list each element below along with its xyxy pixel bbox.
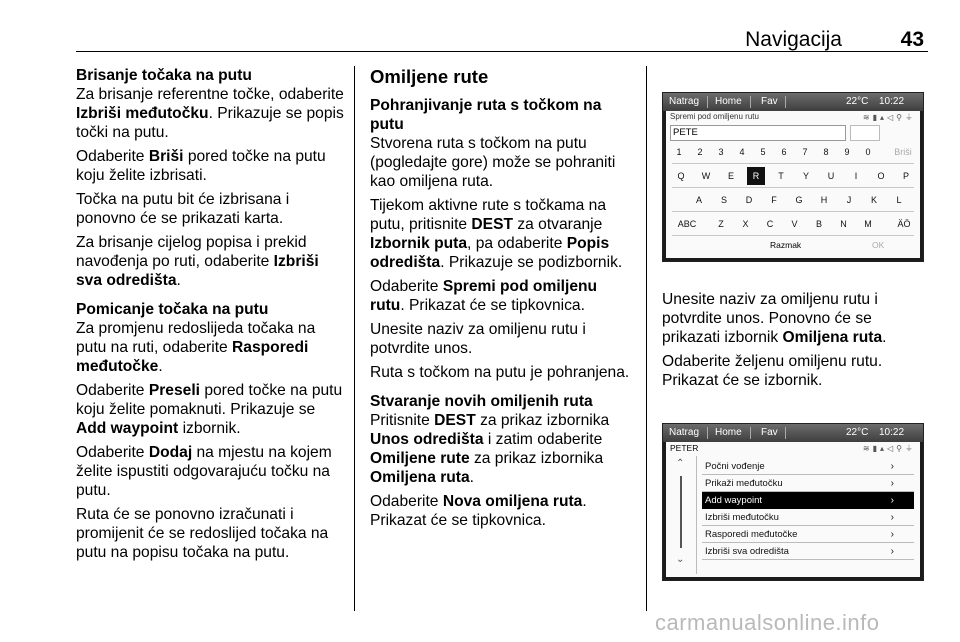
chevron-right-icon: › bbox=[890, 495, 894, 506]
status-bar bbox=[663, 424, 923, 442]
key-d[interactable]: D bbox=[745, 195, 753, 205]
route-menu-item[interactable] bbox=[702, 475, 914, 492]
key-z[interactable]: Z bbox=[718, 219, 724, 229]
key-g[interactable]: G bbox=[795, 195, 803, 205]
column-divider-1 bbox=[354, 66, 355, 611]
home-tab[interactable]: Home bbox=[715, 427, 742, 438]
route-menu-item-label: Rasporedi međutočke bbox=[705, 529, 798, 540]
paragraph: Odaberite željenu omiljenu rutu. Prikazat će se izbornik. bbox=[662, 353, 883, 389]
delete-key[interactable]: Briši bbox=[894, 147, 912, 157]
special-chars-key[interactable]: ÄÖ bbox=[897, 219, 911, 229]
status-bar bbox=[663, 93, 923, 111]
name-input[interactable]: PETE bbox=[670, 125, 846, 141]
key-1[interactable]: 1 bbox=[676, 147, 682, 157]
key-x[interactable]: X bbox=[742, 219, 749, 229]
heading-move-waypoints: Pomicanje točaka na putu bbox=[76, 301, 269, 318]
ok-key[interactable]: OK bbox=[872, 240, 885, 250]
temperature: 22°C bbox=[846, 96, 869, 107]
column-left bbox=[76, 66, 344, 567]
screenshot-keyboard bbox=[662, 92, 924, 262]
key-o[interactable]: O bbox=[877, 171, 885, 181]
scrollbar[interactable] bbox=[680, 476, 682, 548]
paragraph: Odaberite Preseli pored točke na putu koju želite pomaknuti. Prikazuje se Add waypoint izbornik. bbox=[76, 382, 343, 437]
paragraph: Za brisanje referentne točke, odaberite Izbriši međutočku. Prikazuje se popis točki na putu. bbox=[76, 86, 344, 141]
paragraph: Odaberite Dodaj na mjestu na kojem želite ispustiti odgovarajuću točku na putu. bbox=[76, 444, 332, 499]
route-menu-item-label: Izbriši sva odredišta bbox=[705, 546, 789, 557]
keyboard-row-asdf bbox=[666, 191, 920, 213]
page-header bbox=[76, 26, 928, 52]
heading-create-route: Stvaranje novih omiljenih ruta bbox=[370, 393, 593, 410]
key-u[interactable]: U bbox=[827, 171, 835, 181]
fav-tab[interactable]: Fav bbox=[761, 96, 778, 107]
screen-subtitle: Spremi pod omiljenu rutu bbox=[670, 112, 759, 121]
route-name: PETER bbox=[670, 443, 699, 453]
key-s[interactable]: S bbox=[720, 195, 727, 205]
paragraph: Unesite naziv za omiljenu rutu i potvrdite unos. Ponovno će se prikazati izbornik Omiljena ruta. bbox=[662, 291, 887, 346]
paragraph: Za brisanje cijelog popisa i prekid navođenja po ruti, odaberite Izbriši sva odredišta. bbox=[76, 234, 319, 289]
chevron-right-icon: › bbox=[890, 512, 894, 523]
column-right bbox=[662, 290, 924, 395]
paragraph: Stvorena ruta s točkom na putu (pogledajte gore) može se pohraniti kao omiljena ruta. bbox=[370, 135, 616, 190]
scroll-up-icon[interactable]: ⌃ bbox=[676, 458, 685, 469]
route-menu-item-label: Počni vođenje bbox=[705, 461, 765, 472]
paragraph: Odaberite Briši pored točke na putu koju želite izbrisati. bbox=[76, 148, 326, 184]
route-menu-item-label: Add waypoint bbox=[705, 495, 763, 506]
chevron-right-icon: › bbox=[890, 461, 894, 472]
key-0[interactable]: 0 bbox=[865, 147, 871, 157]
back-tab[interactable]: Natrag bbox=[669, 96, 700, 107]
clock: 10:22 bbox=[879, 427, 905, 438]
key-6[interactable]: 6 bbox=[781, 147, 787, 157]
key-j[interactable]: J bbox=[846, 195, 852, 205]
column-divider-2 bbox=[646, 66, 647, 611]
space-key[interactable]: Razmak bbox=[770, 240, 802, 250]
key-5[interactable]: 5 bbox=[760, 147, 766, 157]
key-i[interactable]: I bbox=[854, 171, 858, 181]
key-l[interactable]: L bbox=[896, 195, 902, 205]
keyboard-row-zxcv bbox=[666, 215, 920, 237]
key-w[interactable]: W bbox=[701, 171, 711, 181]
heading-delete-waypoints: Brisanje točaka na putu bbox=[76, 67, 252, 84]
key-p[interactable]: P bbox=[902, 171, 909, 181]
temperature: 22°C bbox=[846, 427, 869, 438]
key-e[interactable]: E bbox=[727, 171, 734, 181]
keyboard-panel bbox=[666, 111, 920, 258]
column-middle bbox=[370, 66, 635, 535]
input-aux-box bbox=[850, 125, 880, 141]
route-menu-item[interactable] bbox=[702, 492, 914, 509]
paragraph: Pritisnite DEST za prikaz izbornika Unos odredišta i zatim odaberite Omiljene rute za prikaz izbornika Omiljena ruta. bbox=[370, 412, 610, 486]
route-menu-item-label: Izbriši međutočku bbox=[705, 512, 779, 523]
route-menu-item[interactable] bbox=[702, 458, 914, 475]
key-7[interactable]: 7 bbox=[802, 147, 808, 157]
keyboard-row-qwerty bbox=[666, 167, 920, 189]
home-tab[interactable]: Home bbox=[715, 96, 742, 107]
route-menu-item[interactable] bbox=[702, 526, 914, 543]
key-m[interactable]: M bbox=[864, 219, 872, 229]
key-v[interactable]: V bbox=[791, 219, 798, 229]
scroll-down-icon[interactable]: ⌄ bbox=[676, 554, 685, 565]
paragraph: Odaberite Nova omiljena ruta. Prikazat će se tipkovnica. bbox=[370, 493, 587, 529]
chevron-right-icon: › bbox=[890, 546, 894, 557]
paragraph: Ruta će se ponovno izračunati i promijenit će se redoslijed točaka na putu na popisu točaka na putu. bbox=[76, 506, 329, 561]
paragraph: Točka na putu bit će izbrisana i ponovno će se prikazati karta. bbox=[76, 191, 290, 227]
menu-divider bbox=[696, 456, 697, 574]
key-f[interactable]: F bbox=[771, 195, 777, 205]
key-h[interactable]: H bbox=[820, 195, 828, 205]
key-q[interactable]: Q bbox=[677, 171, 685, 181]
paragraph: Za promjenu redoslijeda točaka na putu na ruti, odaberite Rasporedi međutočke. bbox=[76, 320, 316, 375]
key-t[interactable]: T bbox=[778, 171, 784, 181]
page-number: 43 bbox=[900, 28, 924, 51]
key-r[interactable]: R bbox=[747, 167, 765, 185]
paragraph: Ruta s točkom na putu je pohranjena. bbox=[370, 364, 630, 381]
heading-save-route: Pohranjivanje ruta s točkom na putu bbox=[370, 97, 602, 133]
paragraph: Tijekom aktivne rute s točkama na putu, pritisnite DEST za otvaranje Izbornik puta, pa odaberite Popis odredišta. Prikazuje se podizbornik. bbox=[370, 197, 623, 271]
key-4[interactable]: 4 bbox=[739, 147, 745, 157]
keyboard-row-numbers bbox=[666, 143, 920, 165]
key-8[interactable]: 8 bbox=[823, 147, 829, 157]
key-2[interactable]: 2 bbox=[697, 147, 703, 157]
key-a[interactable]: A bbox=[695, 195, 702, 205]
key-n[interactable]: N bbox=[840, 219, 847, 229]
chevron-right-icon: › bbox=[890, 478, 894, 489]
mode-key[interactable]: ABC bbox=[677, 219, 697, 229]
key-3[interactable]: 3 bbox=[718, 147, 724, 157]
key-k[interactable]: K bbox=[870, 195, 877, 205]
screenshot-route-menu bbox=[662, 423, 924, 581]
paragraph: Unesite naziv za omiljenu rutu i potvrdite unos. bbox=[370, 321, 586, 357]
key-9[interactable]: 9 bbox=[844, 147, 850, 157]
watermark: carmanualsonline.info bbox=[655, 610, 880, 635]
key-y[interactable]: Y bbox=[802, 171, 809, 181]
clock: 10:22 bbox=[879, 96, 905, 107]
route-menu-panel bbox=[666, 442, 920, 577]
route-menu-item[interactable] bbox=[702, 543, 914, 560]
route-menu-item-label: Prikaži međutočku bbox=[705, 478, 783, 489]
status-icons: ≋▮▴◁⚲⏚ bbox=[862, 113, 916, 122]
status-icons: ≋▮▴◁⚲⏚ bbox=[862, 444, 916, 453]
chevron-right-icon: › bbox=[890, 529, 894, 540]
fav-tab[interactable]: Fav bbox=[761, 427, 778, 438]
key-c[interactable]: C bbox=[766, 219, 774, 229]
key-b[interactable]: B bbox=[815, 219, 822, 229]
section-title: Navigacija bbox=[745, 28, 842, 51]
heading-favourite-routes: Omiljene rute bbox=[370, 66, 489, 87]
paragraph: Odaberite Spremi pod omiljenu rutu. Prikazat će se tipkovnica. bbox=[370, 278, 598, 314]
route-menu-item[interactable] bbox=[702, 509, 914, 526]
back-tab[interactable]: Natrag bbox=[669, 427, 700, 438]
